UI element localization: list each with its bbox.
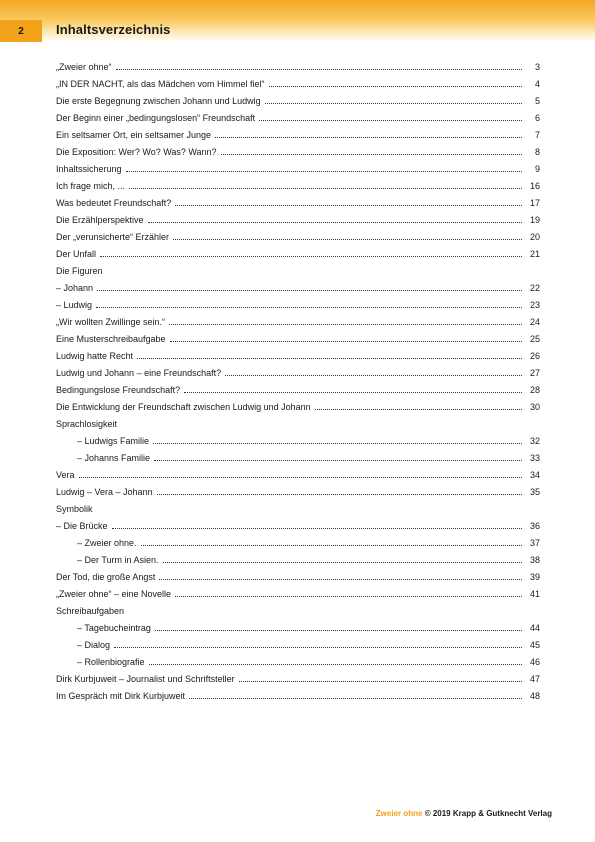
toc-entry — [56, 126, 540, 143]
toc-entry-label: – Zweier ohne. — [77, 537, 137, 548]
toc-entry-label: Was bedeutet Freundschaft? — [56, 197, 172, 208]
toc-entry-page: 26 — [529, 350, 540, 361]
toc-entry-page: 8 — [534, 146, 540, 157]
toc-entry — [56, 551, 540, 568]
toc-entry-page: 4 — [534, 78, 540, 89]
toc-entry-page: 5 — [534, 95, 540, 106]
toc-entry — [56, 466, 540, 483]
toc-entry-page: 27 — [529, 367, 540, 378]
toc-entry-label: Ludwig und Johann – eine Freundschaft? — [56, 367, 222, 378]
toc-entry-label: – Ludwig — [56, 299, 93, 310]
toc-entry-label: Symbolik — [56, 503, 93, 514]
toc-entry-label: – Johanns Familie — [77, 452, 151, 463]
toc-entry-page: 7 — [534, 129, 540, 140]
toc-entry — [56, 75, 540, 92]
toc-entry — [56, 330, 540, 347]
toc-leader-dots — [112, 528, 522, 529]
toc-entry-page: 19 — [529, 214, 540, 225]
toc-leader-dots — [153, 443, 522, 444]
toc-entry-label: „Zweier ohne“ – eine Novelle — [56, 588, 172, 599]
toc-entry-page: 25 — [529, 333, 540, 344]
toc-entry-label: – Der Turm in Asien. — [77, 554, 159, 565]
toc-leader-dots — [173, 239, 522, 240]
toc-leader-dots — [116, 69, 522, 70]
toc-entry — [56, 109, 540, 126]
toc-entry-label: Der Tod, die große Angst — [56, 571, 156, 582]
toc-entry-page: 37 — [529, 537, 540, 548]
toc-leader-dots — [148, 222, 522, 223]
toc-entry — [56, 619, 540, 636]
toc-entry-label: Die Erzählperspektive — [56, 214, 144, 225]
toc-entry-label: „IN DER NACHT, als das Mädchen vom Himmel fiel“ — [56, 78, 265, 89]
toc-entry — [56, 636, 540, 653]
toc-entry — [56, 279, 540, 296]
toc-entry-page: 9 — [534, 163, 540, 174]
toc-entry — [56, 211, 540, 228]
toc-entry-label: Ludwig – Vera – Johann — [56, 486, 153, 497]
toc-entry — [56, 398, 540, 415]
footer-book-title: Zweier ohne — [375, 809, 423, 818]
toc-entry — [56, 262, 540, 279]
toc-entry-label: Schreibaufgaben — [56, 605, 125, 616]
toc-leader-dots — [225, 375, 522, 376]
toc-entry-page: 41 — [529, 588, 540, 599]
toc-entry — [56, 483, 540, 500]
toc-leader-dots — [315, 409, 522, 410]
toc-entry-page: 36 — [529, 520, 540, 531]
toc-entry-label: Bedingungslose Freundschaft? — [56, 384, 181, 395]
toc-entry-label: Sprachlosigkeit — [56, 418, 118, 429]
toc-entry — [56, 568, 540, 585]
toc-entry-page: 33 — [529, 452, 540, 463]
toc-entry-page: 34 — [529, 469, 540, 480]
toc-entry-label: Ich frage mich, ... — [56, 180, 126, 191]
toc-leader-dots — [149, 664, 522, 665]
toc-leader-dots — [79, 477, 522, 478]
toc-leader-dots — [169, 324, 522, 325]
toc-entry — [56, 92, 540, 109]
toc-entry-page: 16 — [529, 180, 540, 191]
toc-entry-label: „Zweier ohne“ — [56, 61, 112, 72]
toc-entry — [56, 245, 540, 262]
toc-entry-page: 44 — [529, 622, 540, 633]
toc-leader-dots — [97, 290, 522, 291]
toc-entry-page: 48 — [529, 690, 540, 701]
toc-leader-dots — [141, 545, 522, 546]
toc-leader-dots — [114, 647, 522, 648]
toc-entry — [56, 653, 540, 670]
toc-leader-dots — [269, 86, 522, 87]
toc-entry-label: Eine Musterschreibaufgabe — [56, 333, 166, 344]
toc-entry-label: Vera — [56, 469, 75, 480]
toc-entry — [56, 313, 540, 330]
page-title: Inhaltsverzeichnis — [56, 22, 171, 37]
toc-entry-label: Der Unfall — [56, 248, 97, 259]
toc-entry — [56, 670, 540, 687]
toc-entry-label: Die Exposition: Wer? Wo? Was? Wann? — [56, 146, 217, 157]
toc-entry-label: Der „verunsicherte“ Erzähler — [56, 231, 170, 242]
toc-entry-label: Dirk Kurbjuweit – Journalist und Schriftsteller — [56, 673, 235, 684]
toc-entry-label: Im Gespräch mit Dirk Kurbjuweit — [56, 690, 186, 701]
toc-leader-dots — [259, 120, 522, 121]
toc-entry-label: – Ludwigs Familie — [77, 435, 150, 446]
toc-entry-label: – Johann — [56, 282, 94, 293]
footer-copyright: © 2019 Krapp & Gutknecht Verlag — [424, 809, 552, 818]
page-header — [0, 0, 595, 42]
toc-entry — [56, 160, 540, 177]
toc-leader-dots — [175, 205, 522, 206]
toc-entry-page: 23 — [529, 299, 540, 310]
toc-entry — [56, 500, 540, 517]
toc-entry — [56, 194, 540, 211]
toc-entry-label: – Tagebucheintrag — [77, 622, 151, 633]
toc-entry-page: 38 — [529, 554, 540, 565]
toc-leader-dots — [163, 562, 522, 563]
toc-entry-page: 6 — [534, 112, 540, 123]
toc-entry-label: Die Entwicklung der Freundschaft zwischen Ludwig und Johann — [56, 401, 311, 412]
toc-leader-dots — [154, 460, 522, 461]
toc-leader-dots — [155, 630, 522, 631]
toc-entry-page: 17 — [529, 197, 540, 208]
toc-leader-dots — [96, 307, 522, 308]
toc-entry-page: 47 — [529, 673, 540, 684]
toc-entry — [56, 228, 540, 245]
toc-entry — [56, 534, 540, 551]
toc-entry-page: 24 — [529, 316, 540, 327]
page-number: 2 — [0, 20, 42, 42]
toc-entry-page: 32 — [529, 435, 540, 446]
toc-entry — [56, 687, 540, 704]
toc-entry — [56, 364, 540, 381]
toc-entry-label: Die erste Begegnung zwischen Johann und Ludwig — [56, 95, 261, 106]
toc-leader-dots — [189, 698, 522, 699]
toc-leader-dots — [215, 137, 522, 138]
toc-leader-dots — [157, 494, 522, 495]
toc-leader-dots — [159, 579, 522, 580]
page-footer — [376, 809, 552, 818]
toc-entry — [56, 381, 540, 398]
toc-leader-dots — [221, 154, 522, 155]
toc-leader-dots — [126, 171, 522, 172]
toc-entry-label: Ein seltsamer Ort, ein seltsamer Junge — [56, 129, 212, 140]
toc-entry-label: Inhaltssicherung — [56, 163, 122, 174]
toc-leader-dots — [239, 681, 522, 682]
toc-entry — [56, 517, 540, 534]
toc-leader-dots — [100, 256, 522, 257]
toc-leader-dots — [265, 103, 522, 104]
toc-leader-dots — [170, 341, 522, 342]
toc-entry-page: 39 — [529, 571, 540, 582]
toc-entry-label: Die Figuren — [56, 265, 103, 276]
toc-leader-dots — [137, 358, 522, 359]
toc-entry — [56, 415, 540, 432]
toc-entry-label: – Dialog — [77, 639, 111, 650]
toc-entry-label: Ludwig hatte Recht — [56, 350, 134, 361]
toc-entry-page: 3 — [534, 61, 540, 72]
toc-entry-page: 22 — [529, 282, 540, 293]
toc-entry — [56, 585, 540, 602]
toc-entry-page: 46 — [529, 656, 540, 667]
toc-entry — [56, 432, 540, 449]
toc-entry-label: – Die Brücke — [56, 520, 108, 531]
toc-leader-dots — [184, 392, 522, 393]
toc-leader-dots — [175, 596, 522, 597]
toc-entry — [56, 449, 540, 466]
toc-entry-label: – Rollenbiografie — [77, 656, 145, 667]
toc-entry-page: 28 — [529, 384, 540, 395]
toc-entry-page: 21 — [529, 248, 540, 259]
toc-entry-page: 20 — [529, 231, 540, 242]
toc-leader-dots — [129, 188, 522, 189]
toc-entry-label: „Wir wollten Zwillinge sein.“ — [56, 316, 166, 327]
toc-entry-page: 30 — [529, 401, 540, 412]
toc-entry-page: 35 — [529, 486, 540, 497]
table-of-contents — [56, 58, 540, 704]
toc-entry — [56, 177, 540, 194]
toc-entry — [56, 58, 540, 75]
toc-entry — [56, 602, 540, 619]
toc-entry — [56, 347, 540, 364]
toc-entry-label: Der Beginn einer „bedingungslosen“ Freundschaft — [56, 112, 256, 123]
toc-entry — [56, 296, 540, 313]
toc-entry — [56, 143, 540, 160]
toc-entry-page: 45 — [529, 639, 540, 650]
